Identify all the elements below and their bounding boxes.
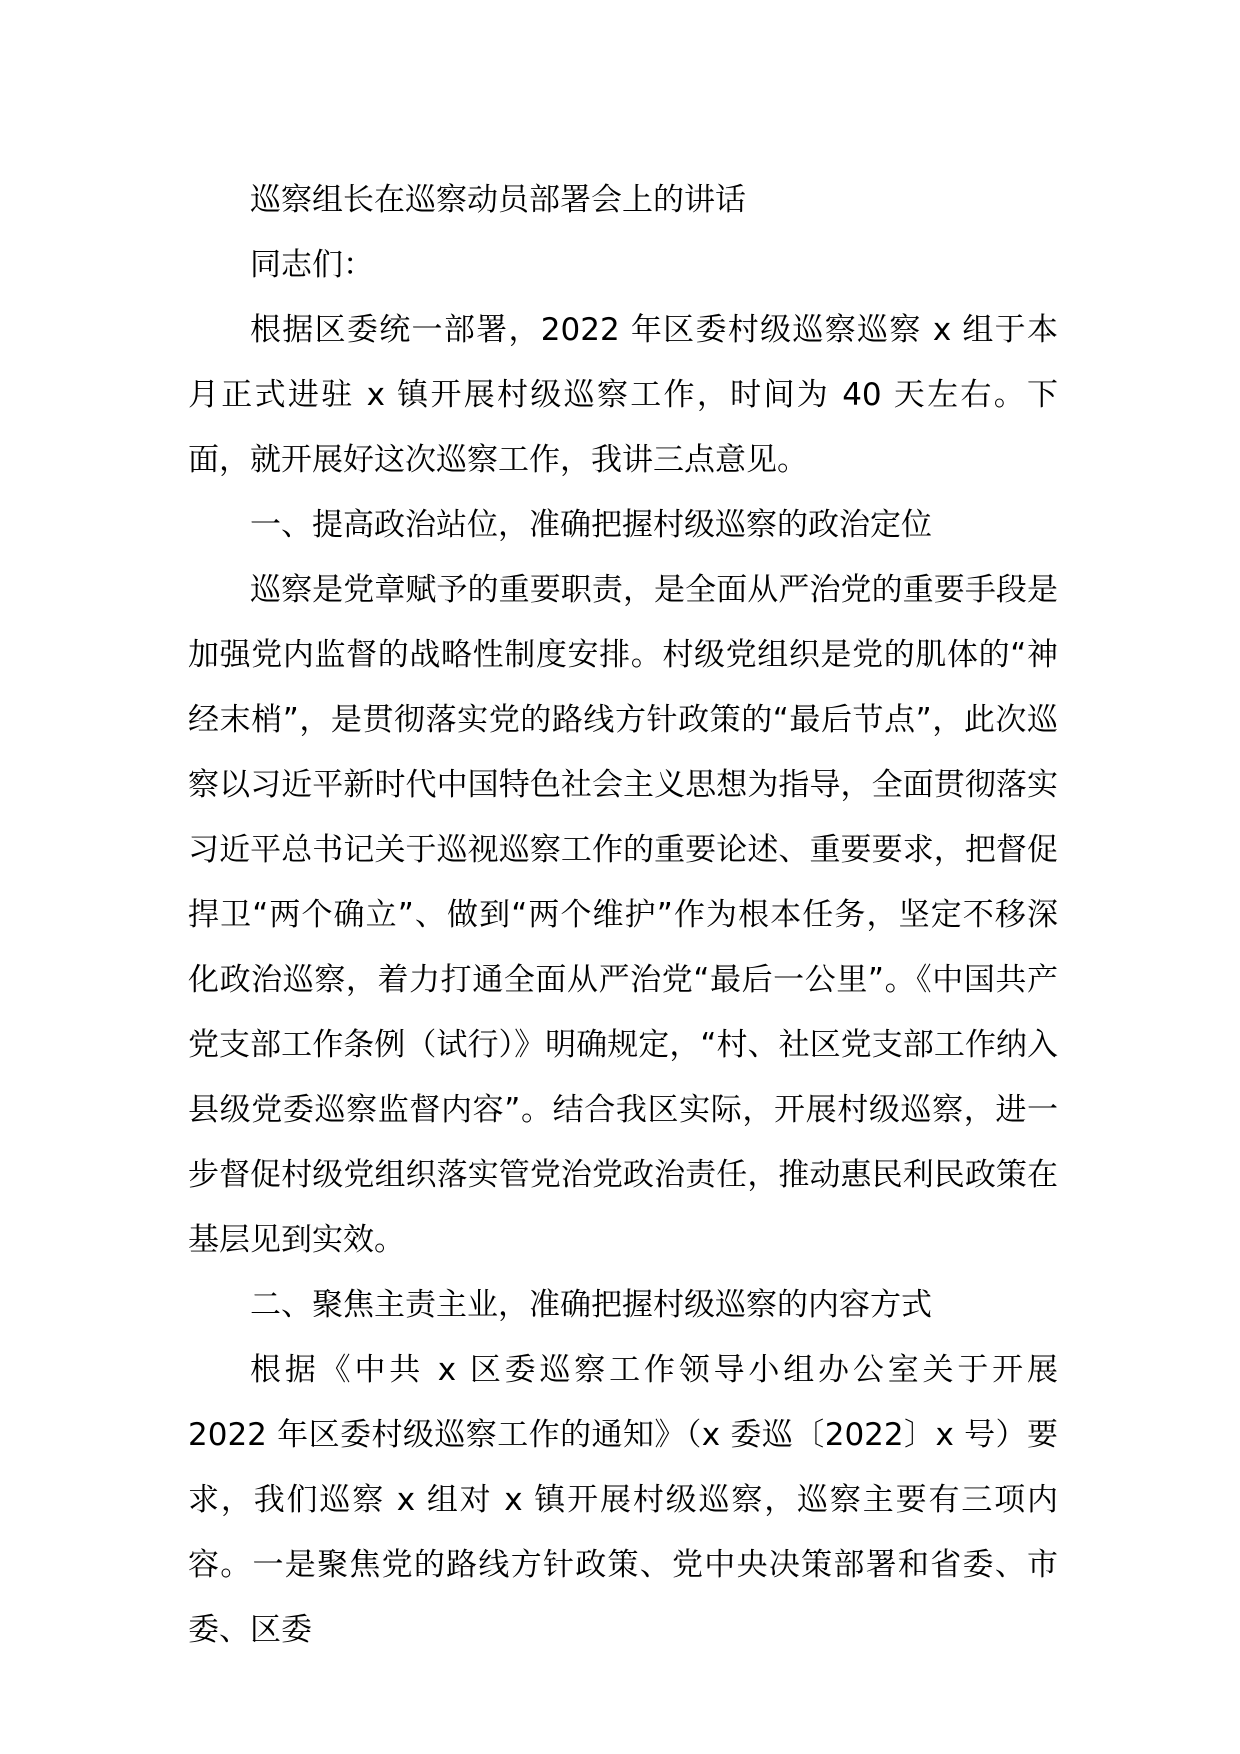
document-title: 巡察组长在巡察动员部署会上的讲话 xyxy=(250,182,746,218)
section-heading-1: 一、提高政治站位，准确把握村级巡察的政治定位 xyxy=(250,507,932,543)
paragraph-section-1: 巡察是党章赋予的重要职责，是全面从严治党的重要手段是加强党内监督的战略性制度安排。村级党组织是党的肌体的“神经末梢”，是贯彻落实党的路线方针政策的“最后节点”，此次巡察以习近平新时代中国特色社会主义思想为指导，全面贯彻落实习近平总书记关于巡视巡察工作的重要论述、重要要求，把督促捍卫“两个确立”、做到“两个维护”作为根本任务，坚定不移深化政治巡察，着力打通全面从严治党“最后一公里”。《中国共产党支部工作条例（试行）》明确规定，“村、社区党支部工作纳入县级党委巡察监督内容”。结合我区实际，开展村级巡察，进一步督促村级党组织落实管党治党政治责任，推动惠民利民政策在基层见到实效。 xyxy=(188,572,1058,1258)
salutation: 同志们： xyxy=(250,247,374,283)
section-heading-2: 二、聚焦主责主业，准确把握村级巡察的内容方式 xyxy=(250,1287,932,1323)
paragraph-intro: 根据区委统一部署，2022 年区委村级巡察巡察 x 组于本月正式进驻 x 镇开展村级巡察工作，时间为 40 天左右。下面，就开展好这次巡察工作，我讲三点意见。 xyxy=(188,312,1058,478)
paragraph-section-2: 根据《中共 x 区委巡察工作领导小组办公室关于开展 2022 年区委村级巡察工作的通知》（x 委巡〔2022〕x 号）要求，我们巡察 x 组对 x 镇开展村级巡察，巡察主要有三项内容。一是聚焦党的路线方针政策、党中央决策部署和省委、市委、区委 xyxy=(188,1352,1058,1648)
document-page xyxy=(188,168,1058,1663)
